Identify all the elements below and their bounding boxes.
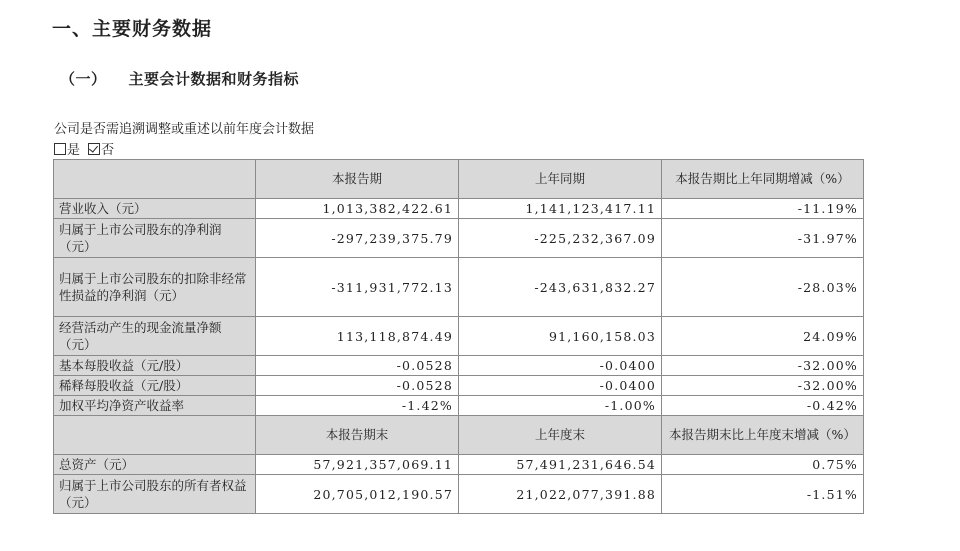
change-value: -1.51% [662, 475, 864, 514]
subsection-number: （一） [60, 70, 107, 88]
table-row [54, 356, 864, 376]
section-heading: 一、主要财务数据 [52, 18, 213, 40]
table-row [54, 317, 864, 356]
header-change: 本报告期比上年同期增减（%） [662, 160, 864, 199]
restatement-options [54, 139, 114, 158]
change-value: -31.97% [662, 219, 864, 258]
table-row [54, 455, 864, 475]
prior-value: -243,631,832.27 [459, 258, 662, 317]
change-value: -0.42% [662, 396, 864, 416]
current-value: 1,013,382,422.61 [256, 199, 459, 219]
header-prior-period: 上年同期 [459, 160, 662, 199]
table-row [54, 475, 864, 514]
header-current-period: 本报告期 [256, 160, 459, 199]
current-value: -0.0528 [256, 376, 459, 396]
header-blank-cell [54, 416, 256, 455]
table-row [54, 376, 864, 396]
table-header-row [54, 160, 864, 199]
current-value: -1.42% [256, 396, 459, 416]
current-value: 57,921,357,069.11 [256, 455, 459, 475]
row-label: 归属于上市公司股东的净利润（元） [54, 219, 256, 258]
prior-value: -225,232,367.09 [459, 219, 662, 258]
header-change: 本报告期末比上年度末增减（%） [662, 416, 864, 455]
change-value: -32.00% [662, 356, 864, 376]
change-value: 0.75% [662, 455, 864, 475]
header-period-end: 本报告期末 [256, 416, 459, 455]
subsection-heading [60, 68, 299, 89]
restatement-question: 公司是否需追溯调整或重述以前年度会计数据 [54, 122, 315, 137]
row-label: 归属于上市公司股东的扣除非经常性损益的净利润（元） [54, 258, 256, 317]
table-row [54, 199, 864, 219]
row-label: 加权平均净资产收益率 [54, 396, 256, 416]
current-value: 113,118,874.49 [256, 317, 459, 356]
row-label: 稀释每股收益（元/股） [54, 376, 256, 396]
current-value: -311,931,772.13 [256, 258, 459, 317]
prior-value: -0.0400 [459, 376, 662, 396]
prior-value: -0.0400 [459, 356, 662, 376]
prior-value: 1,141,123,417.11 [459, 199, 662, 219]
prior-value: 91,160,158.03 [459, 317, 662, 356]
current-value: -297,239,375.79 [256, 219, 459, 258]
row-label: 总资产（元） [54, 455, 256, 475]
header-blank-cell [54, 160, 256, 199]
option-no-label: 否 [101, 143, 115, 158]
table-row [54, 396, 864, 416]
row-label: 归属于上市公司股东的所有者权益（元） [54, 475, 256, 514]
change-value: 24.09% [662, 317, 864, 356]
table-row [54, 258, 864, 317]
subsection-title: 主要会计数据和财务指标 [128, 70, 300, 88]
financial-data-table [53, 159, 864, 514]
prior-value: 57,491,231,646.54 [459, 455, 662, 475]
prior-value: -1.00% [459, 396, 662, 416]
prior-value: 21,022,077,391.88 [459, 475, 662, 514]
change-value: -32.00% [662, 376, 864, 396]
change-value: -11.19% [662, 199, 864, 219]
table-header-row [54, 416, 864, 455]
checkbox-no[interactable] [88, 143, 100, 155]
row-label: 经营活动产生的现金流量净额（元） [54, 317, 256, 356]
header-prior-year-end: 上年度末 [459, 416, 662, 455]
current-value: -0.0528 [256, 356, 459, 376]
change-value: -28.03% [662, 258, 864, 317]
current-value: 20,705,012,190.57 [256, 475, 459, 514]
row-label: 基本每股收益（元/股） [54, 356, 256, 376]
option-yes-label: 是 [67, 143, 81, 158]
table-row [54, 219, 864, 258]
checkbox-yes[interactable] [54, 143, 66, 155]
row-label: 营业收入（元） [54, 199, 256, 219]
